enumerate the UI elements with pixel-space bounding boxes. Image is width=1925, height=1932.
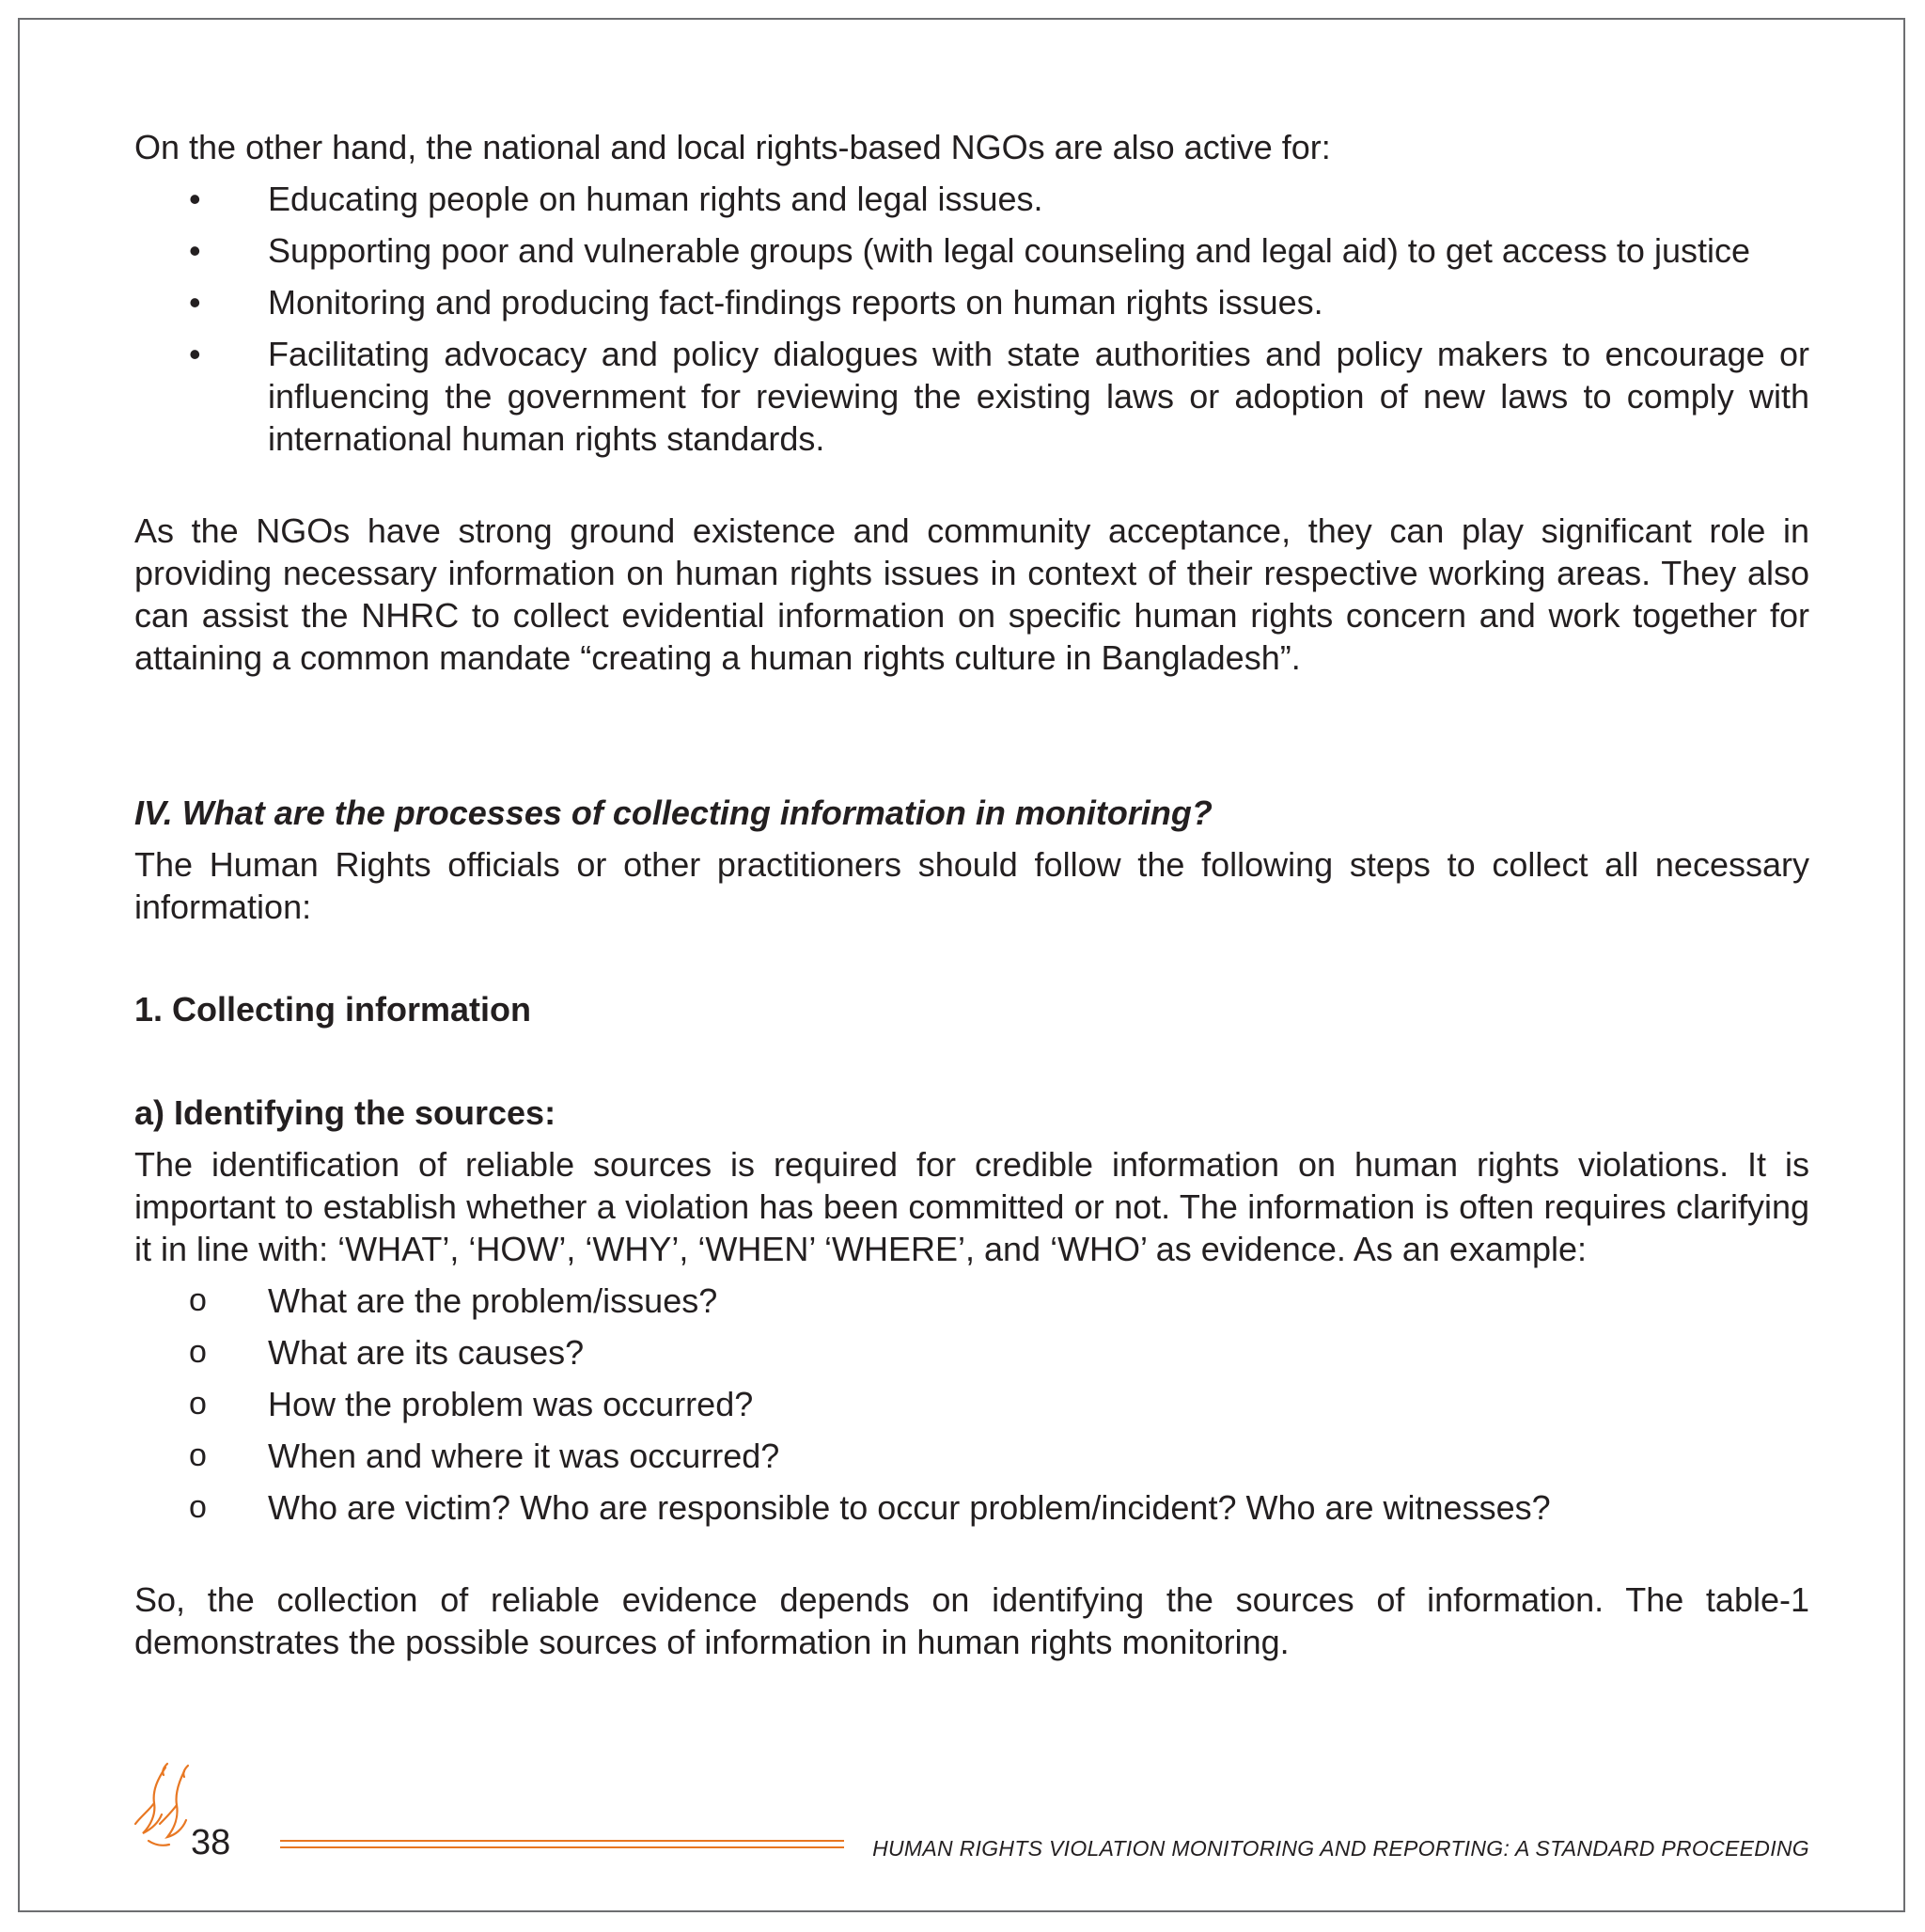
- list-item: [134, 1486, 1809, 1529]
- section-intro: The Human Rights officials or other practitioners should follow the following steps to collect all necessary information:: [134, 845, 1809, 926]
- bullet-marker: •: [189, 283, 201, 322]
- paragraph-sources: The identification of reliable sources is required for credible information on human rights violations. It is important to establish whether a violation has been committed or not. The information is often requires clarifying it in line with: ‘WHAT’, ‘HOW’, ‘WHY’, ‘WHEN’ ‘WHERE’, and ‘WHO’ as evidence. As an example:: [134, 1145, 1809, 1268]
- bullet-marker: •: [189, 180, 201, 218]
- list-item: [134, 1280, 1809, 1322]
- list-item: [134, 229, 1809, 272]
- list-item-text: When and where it was occurred?: [268, 1437, 780, 1475]
- list-item: [134, 1331, 1809, 1374]
- list-item: [134, 333, 1809, 460]
- circle-marker: o: [189, 1489, 207, 1525]
- paragraph-ngos: As the NGOs have strong ground existence and community acceptance, they can play significant role in providing necessary information on human rights issues in context of their respective working areas. They also can assist the NHRC to collect evidential information on specific human rights concern and work together for attaining a common mandate “creating a human rights culture in Bangladesh”.: [134, 511, 1809, 677]
- list-item: [134, 281, 1809, 323]
- section-heading: IV. What are the processes of collecting information in monitoring?: [134, 793, 1213, 832]
- page-number: 38: [191, 1823, 231, 1862]
- circle-marker: o: [189, 1437, 207, 1473]
- footer-rule-top: [280, 1840, 844, 1842]
- list-item-text: Supporting poor and vulnerable groups (with legal counseling and legal aid) to get access to justice: [268, 231, 1750, 270]
- circle-marker: o: [189, 1282, 207, 1318]
- footer-rule-bottom: [280, 1846, 844, 1848]
- intro-text: On the other hand, the national and local rights-based NGOs are also active for:: [134, 128, 1331, 166]
- running-title: HUMAN RIGHTS VIOLATION MONITORING AND REPORTING: A STANDARD PROCEEDING: [872, 1836, 1809, 1861]
- list-item: [134, 178, 1809, 220]
- bullet-marker: •: [189, 335, 201, 373]
- list-item-text: What are its causes?: [268, 1333, 585, 1372]
- circle-marker: o: [189, 1386, 207, 1422]
- list-item: [134, 1435, 1809, 1477]
- subheading-identifying-sources: a) Identifying the sources:: [134, 1093, 556, 1132]
- list-item-text: Educating people on human rights and legal issues.: [268, 180, 1043, 218]
- list-item-text: Monitoring and producing fact-findings reports on human rights issues.: [268, 283, 1323, 322]
- list-item-text: What are the problem/issues?: [268, 1281, 718, 1320]
- circle-marker: o: [189, 1334, 207, 1370]
- list-item-text: Who are victim? Who are responsible to occur problem/incident? Who are witnesses?: [268, 1488, 1551, 1527]
- list-item: [134, 1383, 1809, 1425]
- subheading-collecting-information: 1. Collecting information: [134, 990, 532, 1029]
- ngo-activities-list: [134, 178, 1809, 460]
- questions-list: [134, 1280, 1809, 1529]
- list-item-text: How the problem was occurred?: [268, 1385, 754, 1423]
- paragraph-closing: So, the collection of reliable evidence depends on identifying the sources of information. The table-1 demonstrates the possible sources of information in human rights monitoring.: [134, 1580, 1809, 1661]
- page-content: [134, 126, 1809, 1663]
- bullet-marker: •: [189, 231, 201, 270]
- list-item-text: Facilitating advocacy and policy dialogues with state authorities and policy makers to encourage or influencing the government for reviewing the existing laws or adoption of new laws to comply with international human rights standards.: [268, 335, 1809, 458]
- dancing-figures-icon: [130, 1758, 196, 1852]
